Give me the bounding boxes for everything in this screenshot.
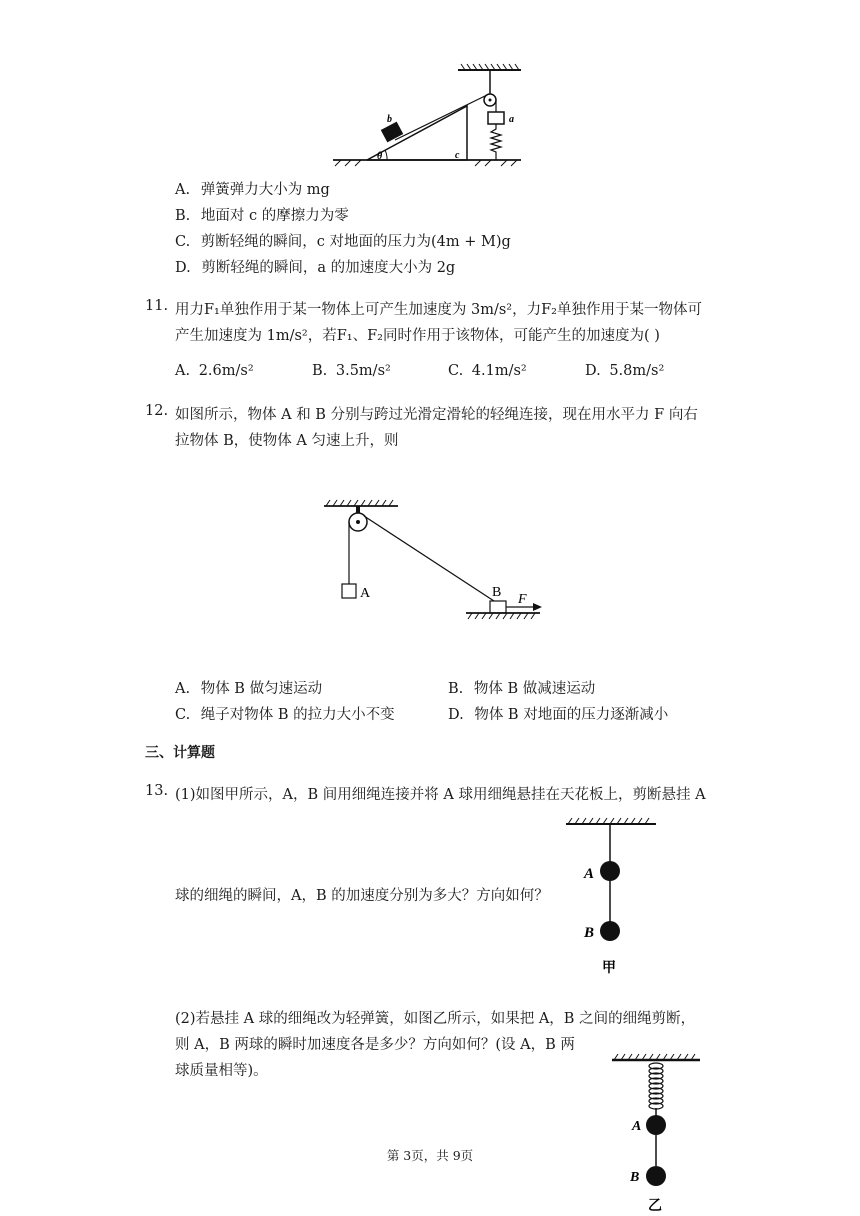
q12-label-a: A	[360, 586, 371, 601]
q10-option-d-text: 剪断轻绳的瞬间，a 的加速度大小为 2g	[201, 260, 456, 276]
q10-option-d-letter: D.	[175, 260, 191, 276]
q12-option-c	[175, 703, 395, 724]
q11-option-a-text: 2.6m/s²	[198, 363, 254, 379]
q11-option-b-letter: B.	[312, 363, 328, 379]
q13-jia-label-a: A	[584, 866, 595, 882]
q10-option-d	[175, 256, 455, 277]
q13-figure-yi	[606, 1048, 706, 1214]
q12-option-c-letter: C.	[175, 707, 191, 723]
q12-label-f: F	[518, 592, 527, 607]
q12-figure	[318, 492, 548, 628]
q11-option-a	[175, 363, 254, 379]
q11-number: 11.	[145, 298, 169, 314]
q13-yi-label-a: A	[632, 1119, 642, 1134]
q10-option-a-text: 弹簧弹力大小为 mg	[200, 182, 330, 198]
q13-part2-line1: (2)若悬挂 A 球的细绳改为轻弹簧，如图乙所示，如果把 A，B 之间的细绳剪断，	[175, 1011, 696, 1027]
q10-option-b-text: 地面对 c 的摩擦力为零	[200, 208, 349, 224]
q12-option-b-letter: B.	[448, 681, 464, 697]
q12-option-d	[448, 703, 668, 724]
q12-option-c-text: 绳子对物体 B 的拉力大小不变	[200, 707, 395, 723]
q13-figure-jia	[560, 812, 660, 978]
q10-label-a: a	[509, 114, 514, 125]
q13-part1-line1: (1)如图甲所示，A，B 间用细绳连接并将 A 球用细绳悬挂在天花板上，剪断悬挂 A	[175, 787, 706, 803]
q13-part2-line3: 球质量相等)。	[175, 1063, 268, 1079]
q13-jia-label-b: B	[584, 925, 595, 941]
q12-option-a-text: 物体 B 做匀速运动	[200, 681, 323, 697]
q10-option-c-letter: C.	[175, 234, 191, 250]
q11-option-d-letter: D.	[585, 363, 601, 379]
q12-option-a-letter: A.	[175, 681, 191, 697]
q12-stem-line2: 拉物体 B，使物体 A 匀速上升，则	[175, 433, 399, 449]
q11-stem-line2: 产生加速度为 1m/s²，若F₁、F₂同时作用于该物体，可能产生的加速度为( )	[175, 328, 660, 344]
q11-stem-line1: 用力F₁单独作用于某一物体上可产生加速度为 3m/s²，力F₂单独作用于某一物体可	[175, 302, 702, 318]
q11-option-a-letter: A.	[175, 363, 191, 379]
q12-option-b	[448, 677, 595, 698]
q10-option-b-letter: B.	[175, 208, 191, 224]
q11-option-b-text: 3.5m/s²	[335, 363, 391, 379]
q13-yi-label-b: B	[630, 1170, 640, 1185]
q10-label-b: b	[387, 114, 392, 125]
q13-jia-caption: 甲	[602, 961, 616, 976]
section-title: 三、计算题	[145, 745, 215, 761]
q10-option-c-text: 剪断轻绳的瞬间，c 对地面的压力为(4m + M)g	[200, 234, 511, 250]
q12-option-d-letter: D.	[448, 707, 464, 723]
q11-option-b	[312, 363, 391, 379]
q11-option-c	[448, 363, 527, 379]
q10-option-a	[175, 178, 330, 199]
q11-option-d	[585, 363, 664, 379]
q12-option-b-text: 物体 B 做减速运动	[473, 681, 596, 697]
q12-number: 12.	[145, 403, 169, 419]
q13-number: 13.	[145, 783, 169, 799]
q10-option-c	[175, 230, 511, 251]
q13-part1-line2: 球的细绳的瞬间，A，B 的加速度分别为多大？方向如何？	[175, 888, 549, 904]
q10-label-theta: θ	[377, 151, 383, 162]
q12-label-b: B	[492, 585, 502, 600]
q10-figure	[325, 62, 525, 174]
q11-option-c-text: 4.1m/s²	[471, 363, 527, 379]
q10-label-c: c	[455, 150, 460, 161]
q11-option-d-text: 5.8m/s²	[609, 363, 665, 379]
q10-option-a-letter: A.	[175, 182, 191, 198]
q10-option-b	[175, 204, 349, 225]
q13-yi-caption: 乙	[648, 1199, 662, 1214]
q13-part2-line2: 则 A，B 两球的瞬时加速度各是多少？方向如何？(设 A，B 两	[175, 1037, 575, 1053]
q12-option-d-text: 物体 B 对地面的压力逐渐减小	[474, 707, 669, 723]
q11-option-c-letter: C.	[448, 363, 464, 379]
q12-option-a	[175, 677, 322, 698]
q12-stem-line1: 如图所示，物体 A 和 B 分别与跨过光滑定滑轮的轻绳连接，现在用水平力 F 向右	[175, 407, 698, 423]
page-footer: 第 3页，共 9页	[386, 1148, 474, 1163]
